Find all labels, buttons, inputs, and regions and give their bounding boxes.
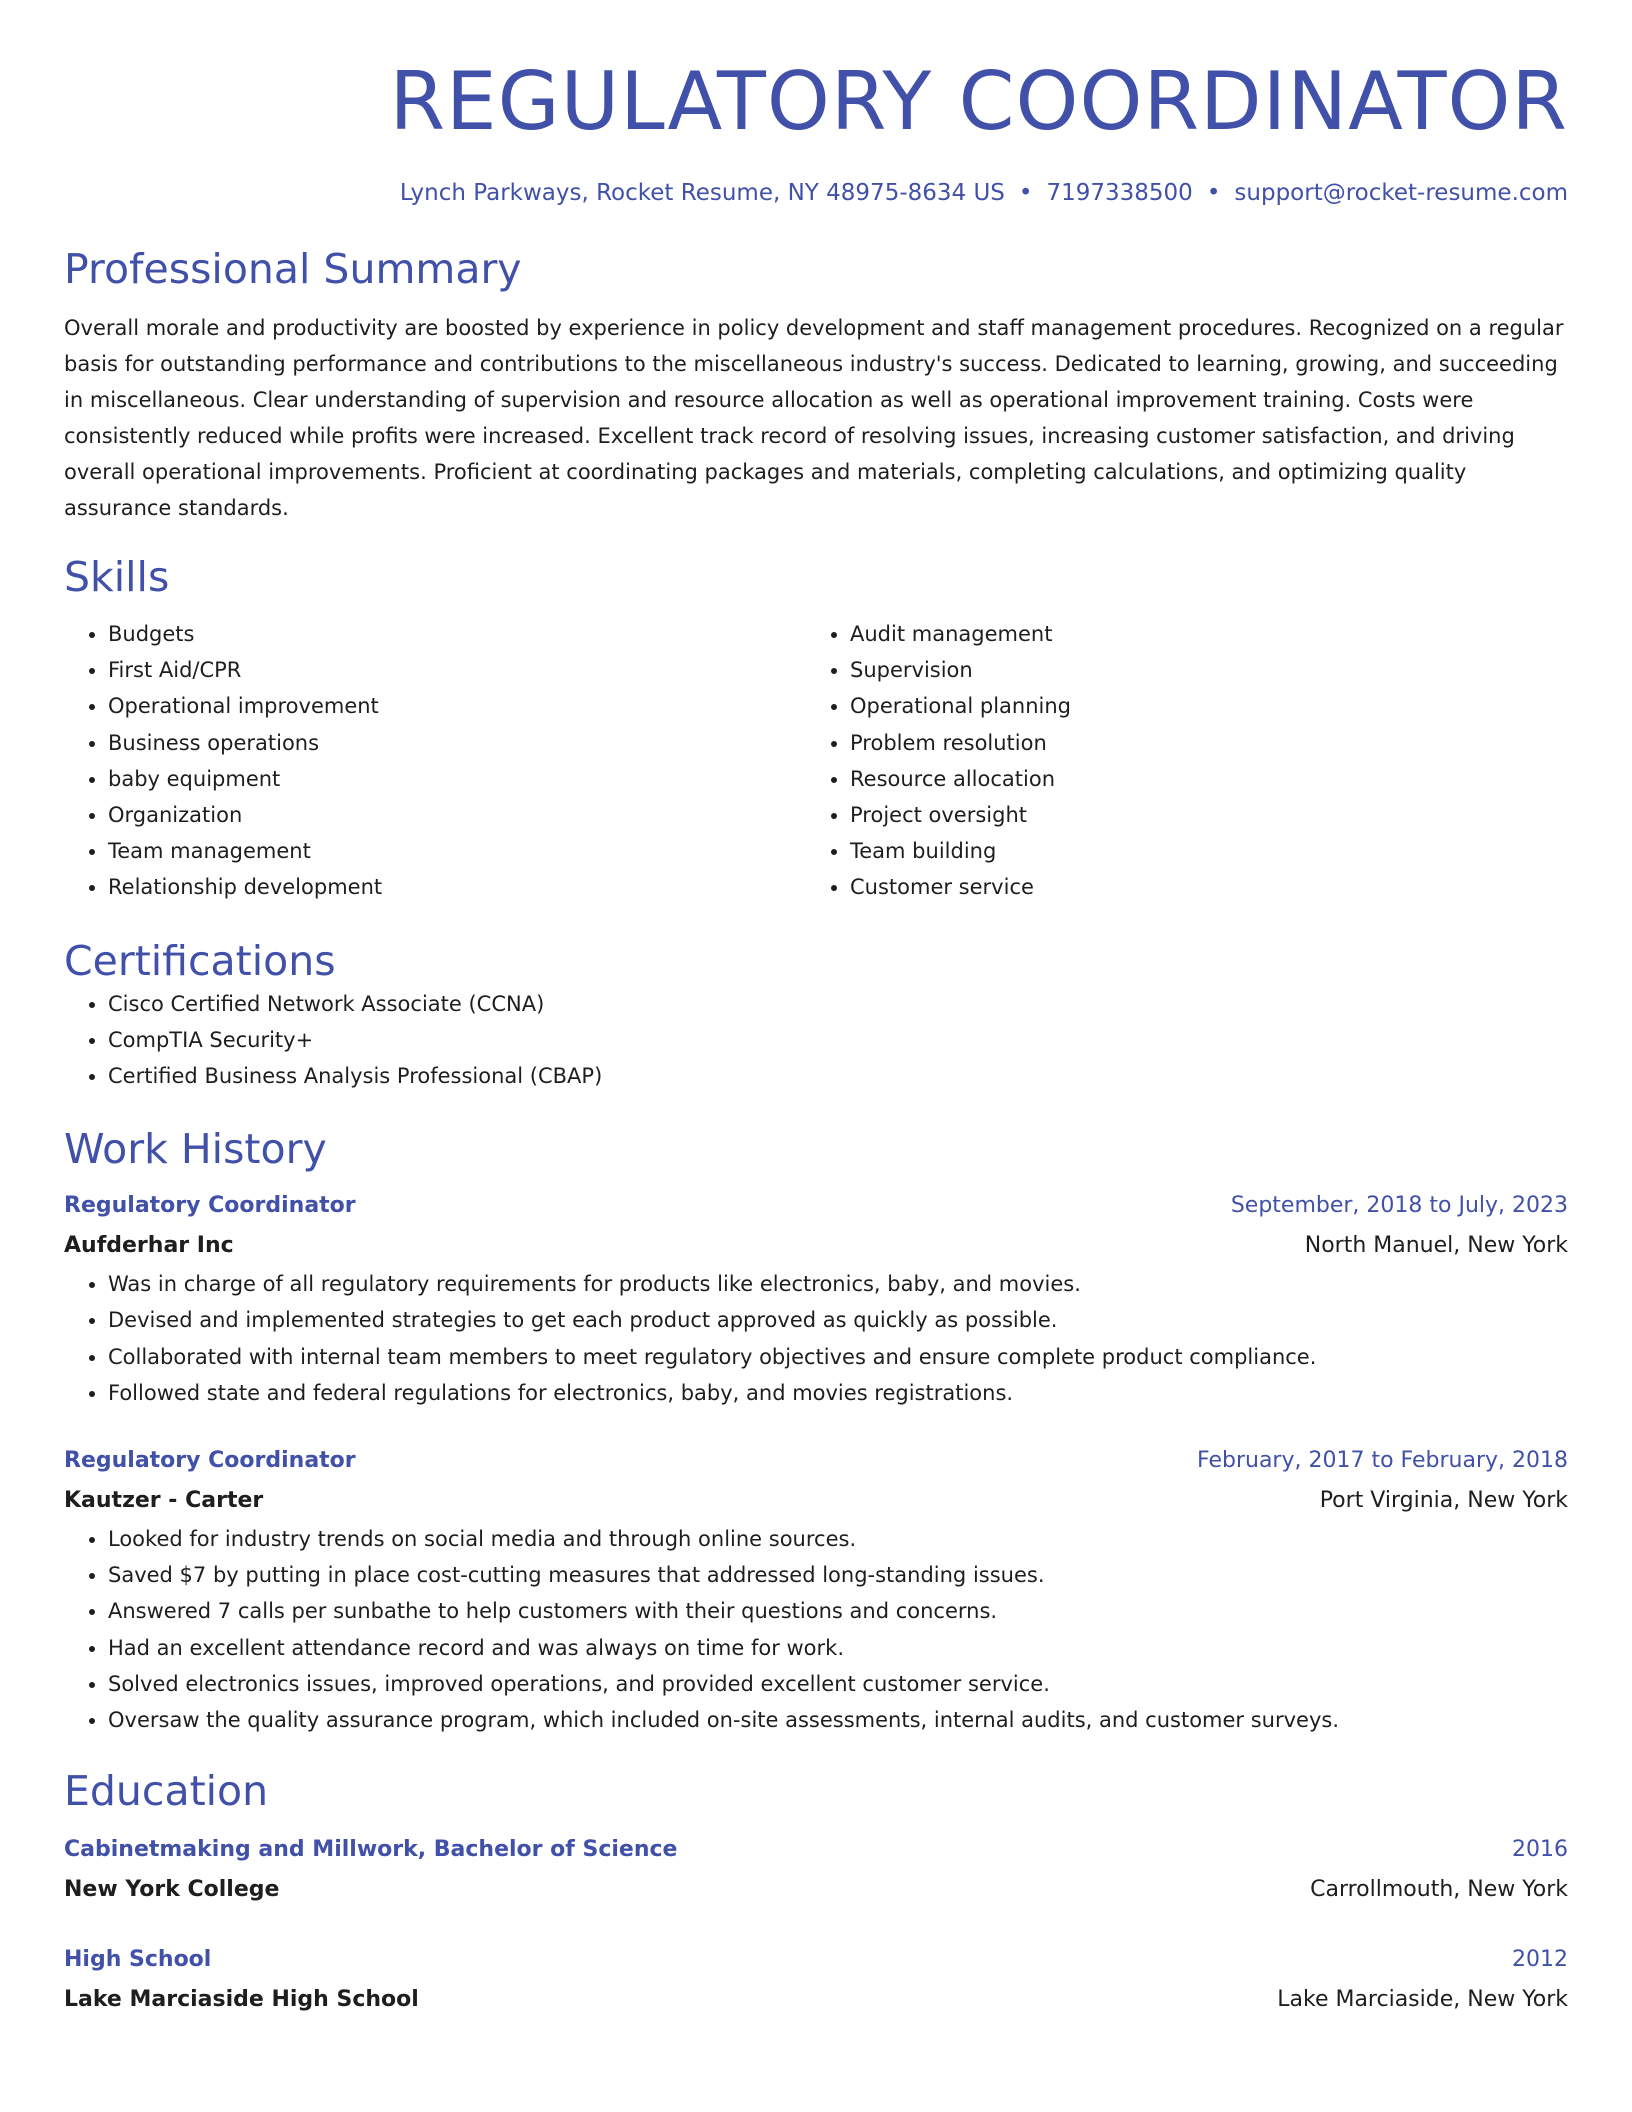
job-header-row <box>64 1186 1568 1226</box>
skill-item: • Problem resolution <box>850 725 1548 761</box>
job-bullet: • Followed state and federal regulations for electronics, baby, and movies registrations. <box>108 1375 1568 1411</box>
job-bullet: • Solved electronics issues, improved operations, and provided excellent customer service. <box>108 1666 1568 1702</box>
skills-list-left <box>64 616 806 906</box>
job-bullet: • Answered 7 calls per sunbathe to help customers with their questions and concerns. <box>108 1593 1568 1629</box>
job-company: Aufderhar Inc <box>64 1233 234 1259</box>
job-entry <box>64 1186 1568 1411</box>
job-bullet: • Collaborated with internal team members to meet regulatory objectives and ensure complete product compliance. <box>108 1339 1568 1375</box>
certifications-list <box>64 986 1568 1095</box>
education-school-row <box>64 1870 1568 1910</box>
job-bullet: • Was in charge of all regulatory requirements for products like electronics, baby, and movies. <box>108 1266 1568 1302</box>
education-heading: Education <box>64 1767 269 1816</box>
education-year: 2016 <box>1512 1837 1568 1863</box>
job-company: Kautzer - Carter <box>64 1488 264 1514</box>
job-dates: February, 2017 to February, 2018 <box>1197 1448 1568 1474</box>
summary-heading: Professional Summary <box>64 245 522 293</box>
skill-item: • Customer service <box>850 869 1548 905</box>
skills-columns <box>64 616 1568 906</box>
job-bullets <box>64 1266 1568 1411</box>
education-degree: High School <box>64 1947 212 1973</box>
skill-item: • Organization <box>108 797 806 833</box>
job-bullet: • Had an excellent attendance record and was always on time for work. <box>108 1630 1568 1666</box>
resume-page <box>64 0 1568 2020</box>
skill-item: • Team management <box>108 833 806 869</box>
work-history-heading: Work History <box>64 1125 327 1174</box>
job-bullet: • Saved $7 by putting in place cost-cutting measures that addressed long-standing issues. <box>108 1557 1568 1593</box>
skills-list-right <box>806 616 1548 906</box>
skill-item: • Team building <box>850 833 1548 869</box>
education-school-row <box>64 1980 1568 2020</box>
contact-phone[interactable]: 7197338500 <box>1046 180 1193 206</box>
skill-item: • Budgets <box>108 616 806 652</box>
contact-separator: • <box>1018 180 1033 206</box>
education-degree: Cabinetmaking and Millwork, Bachelor of Science <box>64 1837 678 1863</box>
certification-item: • Certified Business Analysis Professional (CBAP) <box>108 1058 1568 1094</box>
job-header-row <box>64 1441 1568 1481</box>
job-location: North Manuel, New York <box>1304 1233 1568 1259</box>
skill-item: • baby equipment <box>108 761 806 797</box>
certification-item: • CompTIA Security+ <box>108 1022 1568 1058</box>
certifications-heading: Certifications <box>64 936 336 985</box>
contact-separator: • <box>1206 180 1221 206</box>
education-location: Lake Marciaside, New York <box>1277 1987 1568 2013</box>
job-location: Port Virginia, New York <box>1319 1488 1568 1514</box>
contact-address: Lynch Parkways, Rocket Resume, NY 48975-8634 US <box>399 180 1005 206</box>
skill-item: • Relationship development <box>108 869 806 905</box>
skill-item: • Operational planning <box>850 688 1548 724</box>
job-entry <box>64 1441 1568 1738</box>
summary-text: Overall morale and productivity are boosted by experience in policy development and staff management procedures. Recognized on a regular basis for outstanding performance and contributions to the miscellaneous industry's success. Dedicated to learning, growing, and succeeding in miscellaneous. Clear understanding of supervision and resource allocation as well as operational improvement training. Costs were consistently reduced while profits were increased. Excellent track record of resolving issues, increasing customer satisfaction, and driving overall operational improvements. Proficient at coordinating packages and materials, completing calculations, and optimizing quality assurance standards. <box>64 316 1564 520</box>
skills-heading: Skills <box>64 553 170 601</box>
skill-item: • Supervision <box>850 652 1548 688</box>
job-bullets <box>64 1521 1568 1738</box>
contact-email[interactable]: support@rocket-resume.com <box>1234 180 1568 206</box>
skill-item: • Project oversight <box>850 797 1548 833</box>
education-school: New York College <box>64 1877 280 1903</box>
job-dates: September, 2018 to July, 2023 <box>1230 1193 1568 1219</box>
job-company-row <box>64 1481 1568 1521</box>
education-school: Lake Marciaside High School <box>64 1987 419 2013</box>
skill-item: • Audit management <box>850 616 1548 652</box>
job-title: Regulatory Coordinator <box>64 1193 356 1219</box>
job-company-row <box>64 1226 1568 1266</box>
contact-line <box>64 178 1568 208</box>
resume-name: REGULATORY COORDINATOR <box>389 55 1568 148</box>
certification-item: • Cisco Certified Network Associate (CCNA) <box>108 986 1568 1022</box>
education-header-row <box>64 1940 1568 1980</box>
skill-item: • Operational improvement <box>108 688 806 724</box>
job-title: Regulatory Coordinator <box>64 1448 356 1474</box>
education-entry <box>64 1830 1568 1910</box>
education-year: 2012 <box>1512 1947 1568 1973</box>
skill-item: • Resource allocation <box>850 761 1548 797</box>
skill-item: • Business operations <box>108 725 806 761</box>
education-location: Carrollmouth, New York <box>1310 1877 1568 1903</box>
job-bullet: • Devised and implemented strategies to get each product approved as quickly as possible. <box>108 1302 1568 1338</box>
skill-item: • First Aid/CPR <box>108 652 806 688</box>
job-bullet: • Oversaw the quality assurance program, which included on-site assessments, internal audits, and customer surveys. <box>108 1702 1568 1738</box>
job-bullet: • Looked for industry trends on social media and through online sources. <box>108 1521 1568 1557</box>
education-header-row <box>64 1830 1568 1870</box>
education-entry <box>64 1940 1568 2020</box>
